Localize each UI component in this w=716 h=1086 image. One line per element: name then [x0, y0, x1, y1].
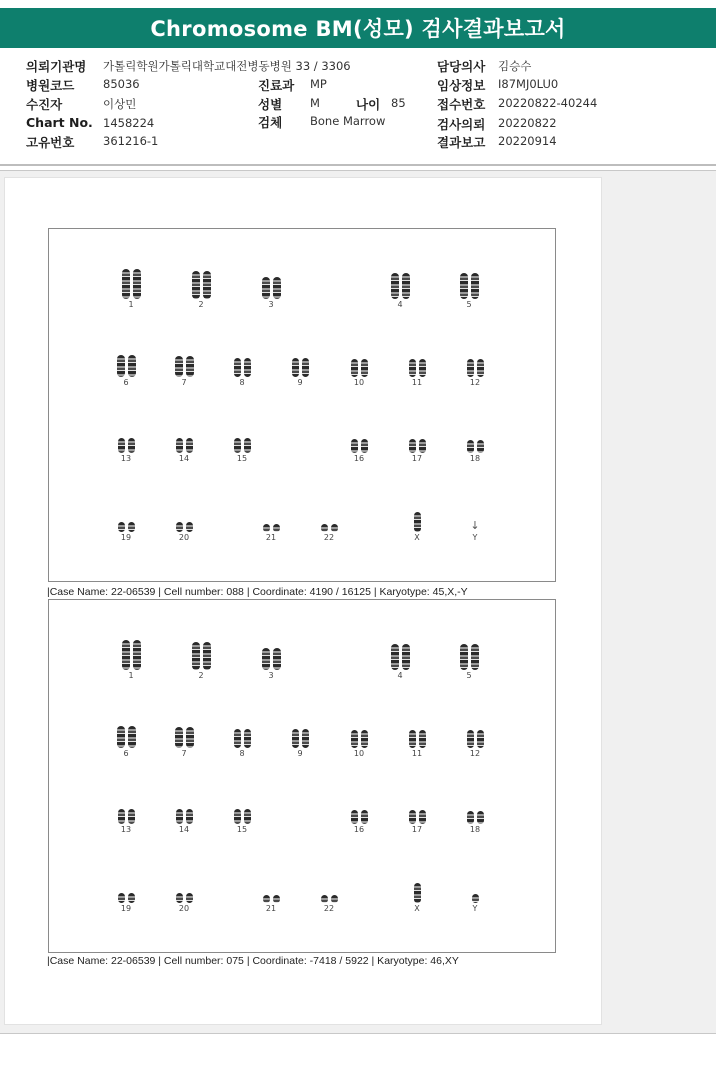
chromosome-12-cell-075: [453, 708, 497, 764]
chromosome-number-label: 21: [265, 533, 277, 542]
chromatid-bar: [351, 730, 358, 748]
chromatid-bar: [176, 522, 183, 532]
chromatid-bar: [244, 809, 251, 824]
chromatid-bar: [409, 810, 416, 824]
chromosome-number-label: 6: [123, 749, 129, 758]
receipt-no-label: 접수번호: [437, 97, 486, 112]
chromosome-7-cell-075: [162, 708, 206, 764]
chromatid-bar: [192, 642, 200, 670]
request-org-value: 가톨릭학원가톨릭대학교대전병동병원 33 / 3306: [103, 59, 351, 73]
chromosome-11-cell-088: [395, 337, 439, 393]
chromosome-number-label: 22: [323, 533, 335, 542]
chromosome-number-label: 3: [268, 671, 274, 680]
chromosome-number-label: 14: [178, 825, 190, 834]
chromosome-6-cell-075: [104, 708, 148, 764]
chromosome-number-label: 5: [466, 300, 472, 309]
chromatid-bar: [234, 729, 241, 748]
chromatid-bar: [203, 642, 211, 670]
clinical-info-label: 임상정보: [437, 78, 486, 93]
chromosome-1-cell-075: [109, 630, 153, 686]
chromosome-14-cell-075: [162, 784, 206, 840]
chromatid-bar: [133, 269, 141, 299]
chromosome-number-label: 7: [181, 378, 187, 387]
chromosome-3-cell-075: [249, 630, 293, 686]
age-label: 나이: [356, 97, 381, 112]
chromosome-number-label: 5: [466, 671, 472, 680]
chromatid-bar: [331, 895, 338, 903]
receipt-no-value: 20220822-40244: [498, 96, 598, 110]
chromosome-number-label: Y: [472, 904, 478, 913]
karyogram-cell-075: [48, 599, 556, 953]
chromatid-bar: [391, 644, 399, 670]
chromosome-number-label: 17: [411, 825, 423, 834]
chromosome-number-label: 12: [469, 378, 481, 387]
chromosome-20-cell-075: [162, 863, 206, 919]
chromosome-number-label: 10: [353, 749, 365, 758]
chromosome-number-label: 10: [353, 378, 365, 387]
chromatid-bar: [419, 810, 426, 824]
chromatid-bar: [351, 810, 358, 824]
chromatid-bar: [419, 730, 426, 748]
chromosome-number-label: 11: [411, 378, 423, 387]
sex-label: 성별: [258, 97, 283, 112]
chromosome-17-cell-088: [395, 413, 439, 469]
chromosome-15-cell-088: [220, 413, 264, 469]
chromatid-bar: [117, 355, 125, 377]
chart-no-label: Chart No.: [26, 115, 93, 130]
document-page: [4, 177, 602, 1025]
chromatid-bar: [414, 883, 421, 903]
chromosome-y-cell-088: [453, 492, 497, 548]
chromatid-bar: [402, 273, 410, 299]
chromosome-number-label: 22: [323, 904, 335, 913]
chromatid-bar: [409, 359, 416, 377]
chromosome-number-label: 13: [120, 454, 132, 463]
chromosome-10-cell-075: [337, 708, 381, 764]
chromosome-19-cell-075: [104, 863, 148, 919]
chromosome-number-label: 19: [120, 904, 132, 913]
chromatid-bar: [361, 359, 368, 377]
chromosome-number-label: 21: [265, 904, 277, 913]
chromatid-bar: [321, 895, 328, 903]
chromatid-bar: [192, 271, 200, 299]
chromatid-bar: [477, 811, 484, 824]
chromatid-bar: [361, 439, 368, 453]
chromatid-bar: [402, 644, 410, 670]
doctor-value: 김승수: [498, 59, 532, 73]
chromosome-13-cell-088: [104, 413, 148, 469]
chromatid-bar: [186, 438, 193, 453]
chromatid-bar: [361, 810, 368, 824]
chromatid-bar: [292, 729, 299, 748]
specimen-value: Bone Marrow: [310, 114, 386, 128]
chromatid-bar: [273, 277, 281, 299]
karyogram-caption-2: |Case Name: 22-06539 | Cell number: 075 | Coordinate: -7418 / 5922 | Karyotype: 46,XY: [47, 955, 459, 967]
unique-no-value: 361216-1: [103, 134, 159, 148]
chromosome-number-label: 2: [198, 300, 204, 309]
chromatid-bar: [361, 730, 368, 748]
chromosome-number-label: 19: [120, 533, 132, 542]
examinee-value: 이상민: [103, 97, 137, 111]
header-divider: [0, 164, 716, 166]
chromatid-bar: [128, 355, 136, 377]
chromatid-bar: [419, 439, 426, 453]
chromosome-17-cell-075: [395, 784, 439, 840]
chromatid-bar: [302, 358, 309, 377]
chromatid-bar: [273, 648, 281, 670]
chromosome-7-cell-088: [162, 337, 206, 393]
chromosome-number-label: 1: [128, 300, 134, 309]
chromosome-8-cell-088: [220, 337, 264, 393]
chromosome-x-cell-088: [395, 492, 439, 548]
chromatid-bar: [244, 438, 251, 453]
chromosome-3-cell-088: [249, 259, 293, 315]
request-org-label: 의뢰기관명: [26, 59, 87, 74]
chromosome-13-cell-075: [104, 784, 148, 840]
chromatid-bar: [186, 356, 194, 377]
chromosome-2-cell-088: [179, 259, 223, 315]
chromosome-number-label: X: [414, 904, 420, 913]
missing-y-arrow-icon: ↓: [470, 519, 480, 532]
chromosome-20-cell-088: [162, 492, 206, 548]
chromatid-bar: [133, 640, 141, 670]
chromatid-bar: [244, 729, 251, 748]
request-date-value: 20220822: [498, 116, 557, 130]
chromosome-number-label: X: [414, 533, 420, 542]
chromatid-bar: [186, 893, 193, 903]
chromosome-number-label: 12: [469, 749, 481, 758]
chromosome-9-cell-075: [278, 708, 322, 764]
chromosome-4-cell-075: [378, 630, 422, 686]
sex-value: M: [310, 96, 320, 110]
chromosome-21-cell-088: [249, 492, 293, 548]
chromatid-bar: [460, 644, 468, 670]
chromatid-bar: [467, 730, 474, 748]
chromatid-bar: [176, 893, 183, 903]
examinee-label: 수진자: [26, 97, 63, 112]
chromosome-number-label: 9: [297, 749, 303, 758]
chromosome-number-label: 6: [123, 378, 129, 387]
chromatid-bar: [263, 524, 270, 532]
chromatid-bar: [292, 358, 299, 377]
chromatid-bar: [176, 438, 183, 453]
chromatid-bar: [477, 359, 484, 377]
chromatid-bar: [321, 524, 328, 532]
chromosome-number-label: 20: [178, 533, 190, 542]
doctor-label: 담당의사: [437, 59, 486, 74]
chromosome-12-cell-088: [453, 337, 497, 393]
chromosome-8-cell-075: [220, 708, 264, 764]
chromatid-bar: [244, 358, 251, 377]
chromatid-bar: [467, 359, 474, 377]
chromosome-number-label: 20: [178, 904, 190, 913]
chromosome-11-cell-075: [395, 708, 439, 764]
chromatid-bar: [477, 440, 484, 453]
chromatid-bar: [117, 726, 125, 748]
chromosome-number-label: 18: [469, 454, 481, 463]
chromosome-number-label: 4: [397, 300, 403, 309]
chromosome-number-label: 15: [236, 825, 248, 834]
chromatid-bar: [128, 893, 135, 903]
report-title: Chromosome BM(성모) 검사결과보고서: [0, 8, 716, 48]
chromosome-18-cell-075: [453, 784, 497, 840]
chromatid-bar: [234, 809, 241, 824]
karyogram-caption-1: |Case Name: 22-06539 | Cell number: 088 | Coordinate: 4190 / 16125 | Karyotype: 45,X,-Y: [47, 586, 468, 598]
chromatid-bar: [128, 438, 135, 453]
chromosome-15-cell-075: [220, 784, 264, 840]
chromatid-bar: [186, 809, 193, 824]
chromatid-bar: [273, 895, 280, 903]
chromatid-bar: [186, 522, 193, 532]
chromatid-bar: [460, 273, 468, 299]
chromosome-4-cell-088: [378, 259, 422, 315]
chromosome-5-cell-075: [447, 630, 491, 686]
chromosome-number-label: 8: [239, 749, 245, 758]
chromatid-bar: [234, 358, 241, 377]
chromosome-number-label: 11: [411, 749, 423, 758]
report-date-label: 결과보고: [437, 135, 486, 150]
chromosome-14-cell-088: [162, 413, 206, 469]
chromosome-16-cell-075: [337, 784, 381, 840]
chromatid-bar: [175, 356, 183, 377]
chromatid-bar: [175, 727, 183, 748]
chromatid-bar: [118, 893, 125, 903]
chromosome-number-label: 7: [181, 749, 187, 758]
report-date-value: 20220914: [498, 134, 557, 148]
chromosome-number-label: 17: [411, 454, 423, 463]
department-label: 진료과: [258, 78, 295, 93]
chromatid-bar: [122, 640, 130, 670]
chromatid-bar: [477, 730, 484, 748]
chromosome-number-label: 14: [178, 454, 190, 463]
chromatid-bar: [128, 522, 135, 532]
clinical-info-value: I87MJ0LU0: [498, 77, 559, 91]
chromosome-5-cell-088: [447, 259, 491, 315]
chromatid-bar: [262, 648, 270, 670]
request-date-label: 검사의뢰: [437, 117, 486, 132]
chromosome-number-label: 8: [239, 378, 245, 387]
chromatid-bar: [128, 726, 136, 748]
chromosome-number-label: 2: [198, 671, 204, 680]
chromosome-number-label: 4: [397, 671, 403, 680]
chromosome-number-label: 13: [120, 825, 132, 834]
chromatid-bar: [467, 440, 474, 453]
chromosome-6-cell-088: [104, 337, 148, 393]
unique-no-label: 고유번호: [26, 135, 75, 150]
chart-no-value: 1458224: [103, 116, 155, 130]
chromatid-bar: [471, 644, 479, 670]
chromosome-18-cell-088: [453, 413, 497, 469]
chromosome-2-cell-075: [179, 630, 223, 686]
chromatid-bar: [409, 730, 416, 748]
chromosome-number-label: 16: [353, 825, 365, 834]
chromosome-9-cell-088: [278, 337, 322, 393]
karyogram-cell-088: [48, 228, 556, 582]
chromosome-y-cell-075: [453, 863, 497, 919]
chromatid-bar: [262, 277, 270, 299]
chromatid-bar: [302, 729, 309, 748]
chromosome-number-label: Y: [472, 533, 478, 542]
chromatid-bar: [118, 438, 125, 453]
chromatid-bar: [128, 809, 135, 824]
chromosome-16-cell-088: [337, 413, 381, 469]
chromosome-22-cell-088: [307, 492, 351, 548]
chromosome-x-cell-075: [395, 863, 439, 919]
chromosome-number-label: 1: [128, 671, 134, 680]
chromatid-bar: [234, 438, 241, 453]
hospital-code-label: 병원코드: [26, 78, 75, 93]
document-viewer[interactable]: [0, 170, 716, 1034]
specimen-label: 검체: [258, 115, 283, 130]
chromatid-bar: [263, 895, 270, 903]
chromatid-bar: [351, 359, 358, 377]
chromatid-bar: [472, 894, 479, 903]
chromosome-number-label: 16: [353, 454, 365, 463]
chromatid-bar: [118, 522, 125, 532]
chromatid-bar: [331, 524, 338, 532]
chromatid-bar: [122, 269, 130, 299]
chromosome-22-cell-075: [307, 863, 351, 919]
chromosome-10-cell-088: [337, 337, 381, 393]
chromatid-bar: [186, 727, 194, 748]
chromosome-number-label: 9: [297, 378, 303, 387]
hospital-code-value: 85036: [103, 77, 140, 91]
chromatid-bar: [203, 271, 211, 299]
chromosome-19-cell-088: [104, 492, 148, 548]
chromatid-bar: [351, 439, 358, 453]
chromatid-bar: [391, 273, 399, 299]
chromatid-bar: [409, 439, 416, 453]
age-value: 85: [391, 96, 406, 110]
chromosome-1-cell-088: [109, 259, 153, 315]
chromosome-number-label: 18: [469, 825, 481, 834]
chromosome-number-label: 3: [268, 300, 274, 309]
chromosome-21-cell-075: [249, 863, 293, 919]
chromatid-bar: [471, 273, 479, 299]
chromatid-bar: [118, 809, 125, 824]
chromatid-bar: [419, 359, 426, 377]
chromatid-bar: [414, 512, 421, 532]
chromatid-bar: [176, 809, 183, 824]
department-value: MP: [310, 77, 327, 91]
chromatid-bar: [273, 524, 280, 532]
chromosome-number-label: 15: [236, 454, 248, 463]
chromatid-bar: [467, 811, 474, 824]
patient-info-block: [0, 52, 716, 164]
